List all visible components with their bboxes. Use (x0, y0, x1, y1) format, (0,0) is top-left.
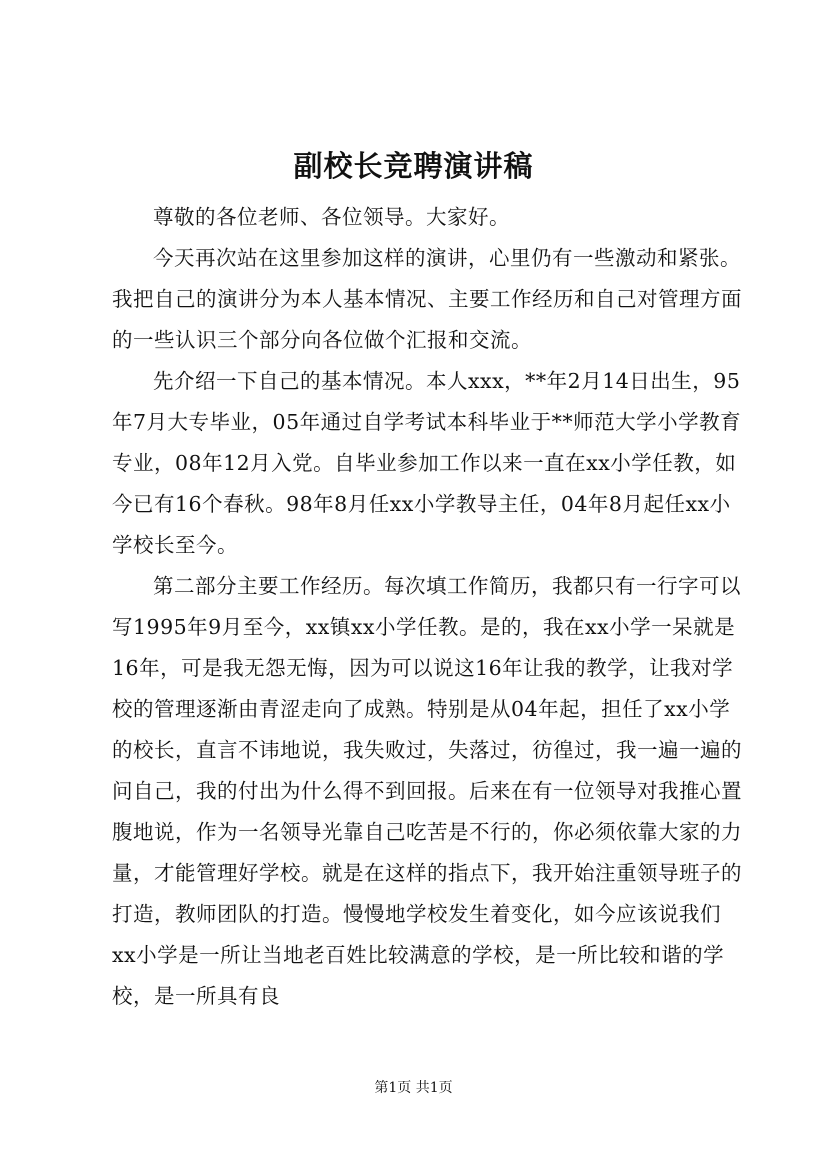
paragraph-greeting: 尊敬的各位老师、各位领导。大家好。 (153, 205, 510, 229)
document-title: 副校长竞聘演讲稿 (293, 149, 534, 183)
paragraph-basic-info: 先介绍一下自己的基本情况。本人xxx，**年2月14日出生，95年7月大专毕业，05年通过自学考试本科毕业于**师范大学小学教育专业，08年12月入党。自毕业参加工作以来一直在xx小学任教，如今已有16个春秋。98年8月任xx小学教导主任，04年8月起任xx小学校长至今。 (112, 369, 742, 557)
page-number-footer: 第1页 共1页 (374, 1080, 453, 1096)
paragraph-work-experience: 第二部分主要工作经历。每次填工作简历，我都只有一行字可以写1995年9月至今，xx镇xx小学任教。是的，我在xx小学一呆就是16年，可是我无怨无悔，因为可以说这16年让我的教学，让我对学校的管理逐渐由青涩走向了成熟。特别是从04年起，担任了xx小学的校长，直言不讳地说，我失败过，失落过，彷徨过，我一遍一遍的问自己，我的付出为什么得不到回报。后来在有一位领导对我推心置腹地说，作为一名领导光靠自己吃苦是不行的，你必须依靠大家的力量，才能管理好学校。就是在这样的指点下，我开始注重领导班子的打造，教师团队的打造。慢慢地学校发生着变化，如今应该说我们xx小学是一所让当地老百姓比较满意的学校，是一所比较和谐的学校，是一所具有良 (112, 574, 742, 1008)
document-body (112, 197, 744, 1017)
paragraph-intro: 今天再次站在这里参加这样的演讲，心里仍有一些激动和紧张。我把自己的演讲分为本人基本情况、主要工作经历和自己对管理方面的一些认识三个部分向各位做个汇报和交流。 (112, 246, 742, 352)
